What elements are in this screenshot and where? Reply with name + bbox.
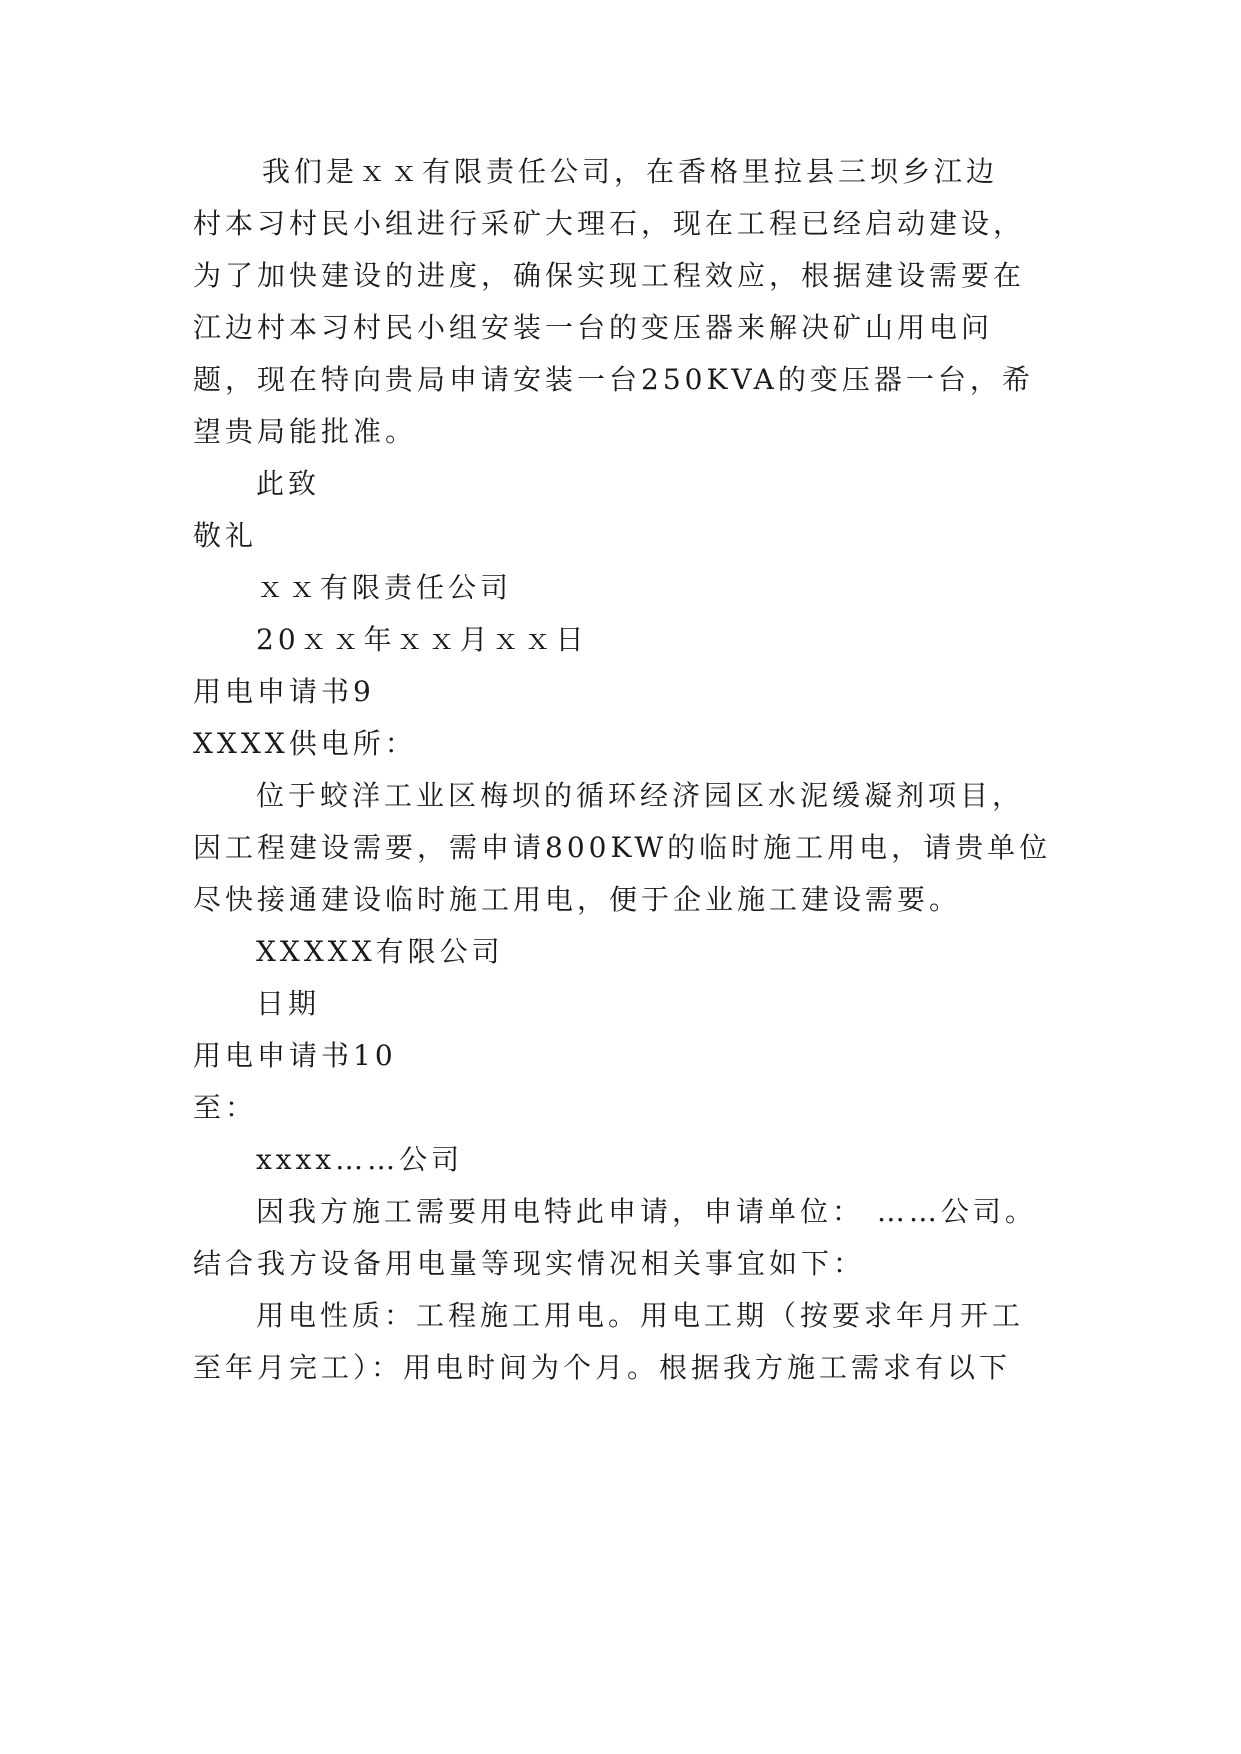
paragraph-line-7: 位于蛟洋工业区梅坝的循环经济园区水泥缓凝剂项目， — [256, 779, 1025, 812]
section-title-9: 用电申请书9 — [193, 675, 375, 708]
salutation-jingli: 敬礼 — [193, 519, 258, 552]
paragraph-line-2: 村本习村民小组进行采矿大理石，现在工程已经启动建设， — [193, 207, 1026, 240]
paragraph-line-12: 用电性质：工程施工用电。用电工期（按要求年月开工 — [256, 1299, 1025, 1332]
paragraph-line-3: 为了加快建设的进度，确保实现工程效应，根据建设需要在 — [193, 259, 1026, 292]
paragraph-line-1: 我们是ｘｘ有限责任公司，在香格里拉县三坝乡江边 — [262, 155, 999, 188]
paragraph-line-11: 结合我方设备用电量等现实情况相关事宜如下： — [193, 1247, 866, 1280]
paragraph-line-6: 望贵局能批准。 — [193, 415, 418, 448]
recipient-line: XXXX供电所： — [193, 727, 417, 760]
paragraph-line-5: 题，现在特向贵局申请安装一台250KVA的变压器一台，希 — [193, 363, 1034, 396]
signature-date-2: 日期 — [256, 987, 321, 1020]
paragraph-line-13: 至年月完工）：用电时间为个月。根据我方施工需求有以下 — [193, 1351, 1012, 1384]
paragraph-line-9: 尽快接通建设临时施工用电，便于企业施工建设需要。 — [193, 883, 962, 916]
signature-date: 20ｘｘ年ｘｘ月ｘｘ日 — [256, 623, 588, 656]
recipient-company: xxxx……公司 — [256, 1143, 464, 1176]
paragraph-line-8: 因工程建设需要，需申请800KW的临时施工用电，请贵单位 — [193, 831, 1052, 864]
signature-company: ｘｘ有限责任公司 — [256, 571, 513, 604]
section-title-10: 用电申请书10 — [193, 1039, 397, 1072]
paragraph-line-10: 因我方施工需要用电特此申请，申请单位： ……公司。 — [256, 1195, 1037, 1228]
recipient-label: 至： — [193, 1091, 258, 1124]
salutation-cizhi: 此致 — [256, 467, 321, 500]
signature-company-2: XXXXX有限公司 — [256, 935, 504, 968]
paragraph-line-4: 江边村本习村民小组安装一台的变压器来解决矿山用电问 — [193, 311, 994, 344]
